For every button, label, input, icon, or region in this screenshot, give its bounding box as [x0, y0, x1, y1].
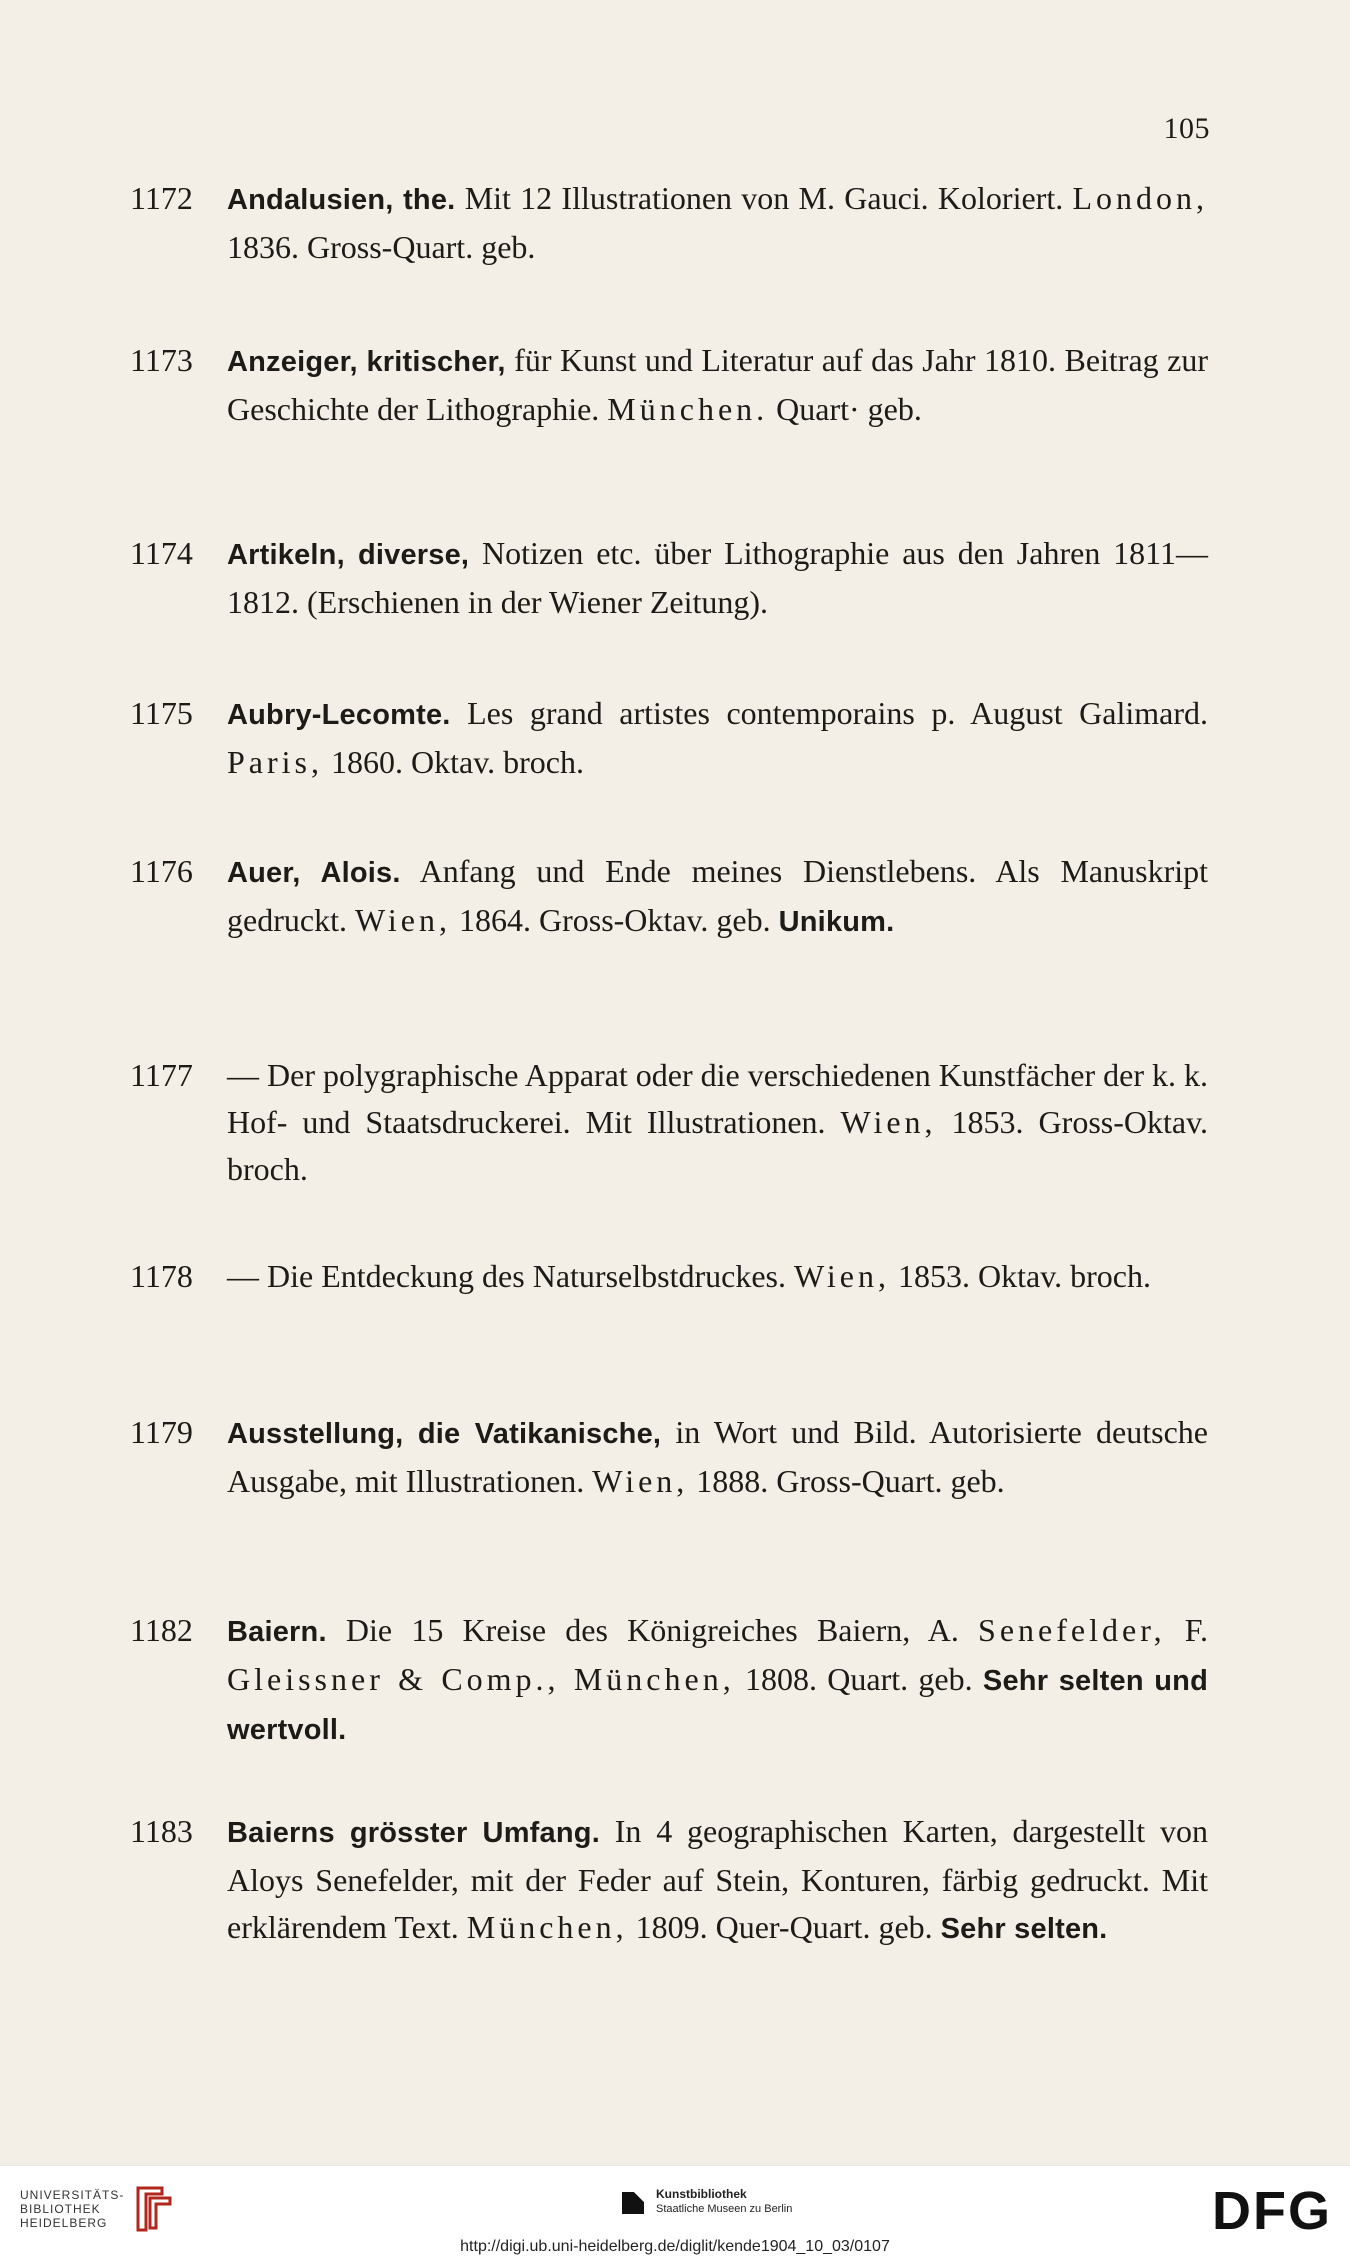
page-number: 105 — [1163, 112, 1210, 145]
spaced-text: Wien, — [793, 1258, 890, 1294]
heidelberg-emblem-icon — [132, 2184, 176, 2234]
text-run: — Die Entdeckung des Naturselbstdruckes. — [227, 1258, 794, 1294]
entry-number: 1183 — [130, 1813, 193, 1849]
entry-text — [227, 530, 1208, 626]
text-run: 1888. Gross-Quart. geb. — [688, 1463, 1005, 1499]
text-run: 1853. Gross-Oktav. broch. — [227, 1104, 1208, 1187]
bold-text: Anzeiger, kritischer, — [227, 346, 506, 378]
bold-text: Artikeln, diverse, — [227, 539, 470, 571]
entry-number: 1173 — [130, 342, 193, 378]
entry-number: 1176 — [130, 853, 193, 889]
logo-line: UNIVERSITÄTS- — [20, 2188, 125, 2202]
entry-text — [227, 690, 1208, 786]
entry-text — [227, 1607, 1208, 1754]
entry-text — [227, 1253, 1208, 1300]
heidelberg-library-logo[interactable] — [20, 2184, 176, 2234]
text-run: 1836. Gross-Quart. geb. — [227, 229, 536, 265]
spaced-text: Senefelder, — [978, 1612, 1166, 1648]
text-run: 1864. Gross-Oktav. geb. — [450, 902, 779, 938]
text-run: Les grand artistes contemporains p. August Galimard. — [450, 695, 1208, 731]
entry-number: 1177 — [130, 1057, 193, 1093]
entry-number: 1172 — [130, 180, 193, 216]
bold-text: Sehr selten. — [940, 1913, 1108, 1945]
entry-number: 1175 — [130, 695, 193, 731]
text-run: für Kunst und Literatur auf das Jahr 1810. Beitrag zur Geschichte der Lithographie. — [227, 342, 1208, 427]
entry-text — [227, 1409, 1208, 1505]
bold-text: Baierns grösster Umfang. — [227, 1817, 600, 1849]
text-run: 1860. Oktav. broch. — [323, 744, 584, 780]
library-subtitle: Staatliche Museen zu Berlin — [656, 2203, 793, 2215]
text-run: Anfang und Ende meines Dienstlebens. Als Manuskript gedruckt. — [227, 853, 1208, 938]
text-run: — Der polygraphische Apparat oder die verschiedenen Kunstfächer der k. k. Hof- und Staatsdruckerei. Mit Illustrationen. — [227, 1057, 1208, 1140]
entry-text — [227, 848, 1208, 946]
viewer-footer — [0, 2165, 1350, 2263]
library-name: Kunstbibliothek — [656, 2187, 747, 2201]
catalog-entry — [130, 690, 1208, 786]
logo-line: HEIDELBERG — [20, 2216, 108, 2230]
spaced-text: Wien, — [592, 1463, 689, 1499]
kunstbibliothek-emblem-icon — [620, 2186, 646, 2216]
dfg-logo[interactable]: DFG — [1212, 2181, 1332, 2241]
bold-text: Auer, Alois. — [227, 857, 401, 889]
text-run: Mit 12 Illustrationen von M. Gauci. Koloriert. — [455, 180, 1073, 216]
bold-text: Aubry-Lecomte. — [227, 699, 451, 731]
text-run: Quart· geb. — [768, 391, 922, 427]
spaced-text: München, — [466, 1909, 628, 1945]
catalog-entry — [130, 1052, 1208, 1193]
text-run: F. — [1165, 1612, 1209, 1648]
logo-line: BIBLIOTHEK — [20, 2202, 101, 2216]
text-run: Notizen etc. über Lithographie aus den Jahren 1811—1812. (Erschienen in der Wiener Zeitung). — [227, 535, 1208, 620]
bold-text: Andalusien, the. — [227, 184, 456, 216]
text-run: In 4 geographischen Karten, dargestellt von Aloys Senefelder, mit der Feder auf Stein, Konturen, färbig gedruckt. Mit erklärendem Text. — [227, 1813, 1209, 1945]
catalog-entry — [130, 530, 1208, 626]
catalog-entry — [130, 1808, 1208, 1953]
bold-text: Baiern. — [227, 1616, 327, 1648]
entry-number: 1174 — [130, 535, 193, 571]
entry-number: 1182 — [130, 1612, 193, 1648]
bold-text: Sehr selten und wertvoll. — [227, 1665, 1209, 1746]
spaced-text: Wien, — [840, 1104, 937, 1140]
spaced-text: Gleissner & Comp., München, — [227, 1661, 735, 1697]
entry-text — [227, 175, 1208, 271]
spaced-text: München. — [607, 391, 769, 427]
catalog-entry — [130, 1253, 1208, 1300]
text-run: 1808. Quart. geb. — [734, 1661, 983, 1697]
spaced-text: London, — [1072, 180, 1209, 216]
entry-text — [227, 337, 1208, 433]
entry-text — [227, 1808, 1208, 1953]
text-run: 1809. Quer-Quart. geb. — [627, 1909, 941, 1945]
entry-text — [227, 1052, 1208, 1193]
permalink-url[interactable]: http://digi.ub.uni-heidelberg.de/diglit/kende1904_10_03/0107 — [460, 2238, 890, 2255]
text-run: 1853. Oktav. broch. — [889, 1258, 1151, 1294]
entry-number: 1179 — [130, 1414, 193, 1450]
entry-number: 1178 — [130, 1258, 193, 1294]
catalog-entry — [130, 848, 1208, 946]
bold-text: Ausstellung, die Vatikanische, — [227, 1418, 662, 1450]
catalog-entry — [130, 175, 1208, 271]
spaced-text: Wien, — [354, 902, 451, 938]
spaced-text: Paris, — [227, 744, 323, 780]
kunstbibliothek-logo[interactable] — [620, 2186, 792, 2217]
catalog-entry — [130, 1409, 1208, 1505]
catalog-entry — [130, 337, 1208, 433]
text-run: Die 15 Kreise des Königreiches Baiern, A. — [326, 1612, 979, 1648]
bold-text: Unikum. — [778, 906, 895, 938]
catalog-entry — [130, 1607, 1208, 1754]
text-run: in Wort und Bild. Autorisierte deutsche Ausgabe, mit Illustrationen. — [227, 1414, 1208, 1499]
